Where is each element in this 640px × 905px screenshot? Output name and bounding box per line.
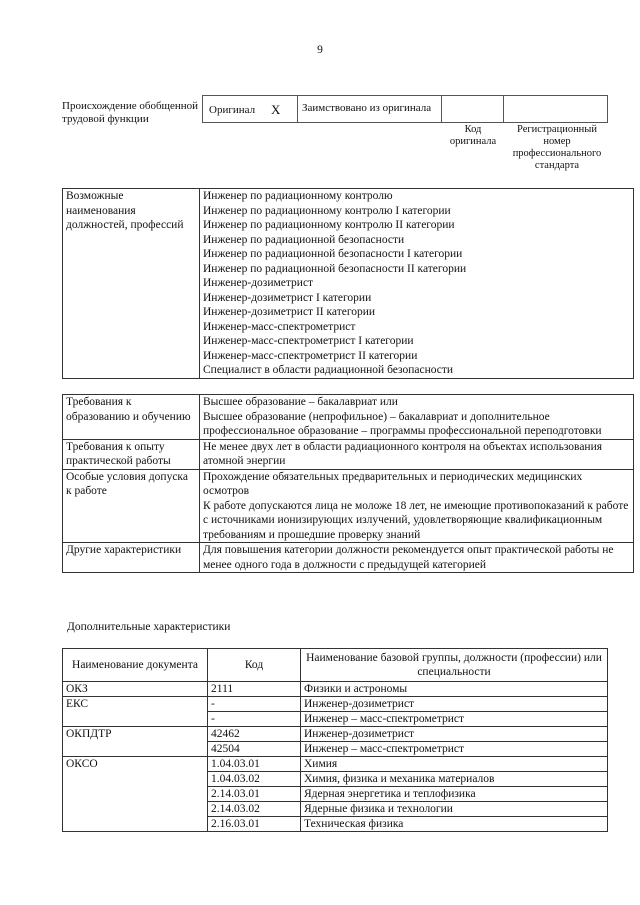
requirement-label: Особые условия допуска к работе [63, 469, 200, 543]
code-value: 1.04.03.02 [208, 772, 301, 787]
reg-number-label: Регистрационный номер профессионального стандарта [512, 124, 602, 171]
position-item: Инженер-дозиметрист II категории [203, 306, 376, 318]
original-mark: X [271, 102, 281, 117]
table-row [63, 727, 608, 742]
requirement-value [200, 439, 634, 469]
borrowed-label: Заимствовано из оригинала [302, 102, 432, 114]
origin-label: Происхождение обобщенной трудовой функции [62, 100, 199, 125]
position-item: Инженер-масс-спектрометрист I категории [203, 335, 414, 347]
code-value: 2.14.03.01 [208, 787, 301, 802]
requirement-line: Прохождение обязательных предварительных и периодических медицинских осмотров [203, 470, 583, 497]
header-document: Наименование документа [63, 649, 208, 682]
table-row [63, 682, 608, 697]
document-name: ЕКС [63, 697, 208, 727]
table-row [63, 757, 608, 772]
requirements-table [62, 394, 634, 573]
requirement-line: Не менее двух лет в области радиационного контроля на объектах использования атомной энергии [203, 440, 603, 467]
reg-cell [503, 96, 607, 122]
requirement-label: Другие характеристики [63, 543, 200, 573]
code-value: 2.16.03.01 [208, 817, 301, 832]
requirement-value [200, 469, 634, 543]
position-item: Инженер по радиационному контролю [203, 190, 393, 202]
group-name: Химия [301, 757, 608, 772]
page-number: 9 [317, 44, 323, 56]
origin-box [202, 95, 608, 123]
positions-label: Возможные наименования должностей, профессий [63, 189, 200, 379]
requirement-line: К работе допускаются лица не моложе 18 лет, не имеющие противопоказаний к работе с источниками ионизирующих излучений, удовлетворяющие квалификационным требованиям и прошедшие проверку знаний [203, 499, 629, 541]
document-name: ОКПДТР [63, 727, 208, 757]
code-value: 1.04.03.01 [208, 757, 301, 772]
code-value: - [208, 697, 301, 712]
position-item: Специалист в области радиационной безопасности [203, 364, 454, 376]
group-name: Химия, физика и механика материалов [301, 772, 608, 787]
position-item: Инженер-масс-спектрометрист II категории [203, 349, 418, 362]
header-group-name: Наименование базовой группы, должности (профессии) или специальности [301, 649, 608, 682]
requirement-row [63, 543, 634, 573]
code-value: 2.14.03.02 [208, 802, 301, 817]
borrowed-cell [297, 96, 441, 122]
table-row [63, 697, 608, 712]
document-name: ОКЗ [63, 682, 208, 697]
group-name: Инженер – масс-спектрометрист [301, 712, 608, 727]
requirement-label: Требования к опыту практической работы [63, 439, 200, 469]
additional-title: Дополнительные характеристики [67, 621, 231, 633]
group-name: Инженер-дозиметрист [301, 697, 608, 712]
group-name: Инженер – масс-спектрометрист [301, 742, 608, 757]
position-item: Инженер по радиационной безопасности I категории [203, 248, 463, 260]
position-item: Инженер-дозиметрист I категории [203, 291, 372, 304]
position-item: Инженер-масс-спектрометрист [203, 320, 356, 333]
code-cell [441, 96, 503, 122]
requirement-row [63, 469, 634, 543]
code-value: - [208, 712, 301, 727]
requirement-line: Высшее образование (непрофильное) – бакалавриат и дополнительное профессиональное образование – программы профессиональной переподготовки [203, 410, 602, 437]
requirement-line: Высшее образование – бакалавриат или [203, 396, 398, 408]
position-item: Инженер по радиационной безопасности II категории [203, 262, 467, 275]
position-item: Инженер-дозиметрист [203, 277, 314, 289]
requirement-label: Требования к образованию и обучению [63, 395, 200, 440]
code-value: 42462 [208, 727, 301, 742]
group-name: Инженер-дозиметрист [301, 727, 608, 742]
document-name: ОКСО [63, 757, 208, 832]
requirement-value [200, 543, 634, 573]
group-name: Физики и астрономы [301, 682, 608, 697]
group-name: Ядерные физика и технологии [301, 802, 608, 817]
header-code: Код [208, 649, 301, 682]
requirement-row [63, 439, 634, 469]
code-original-label: Код оригинала [449, 124, 497, 147]
requirement-value [200, 395, 634, 440]
original-label: Оригинал [209, 104, 256, 116]
group-name: Ядерная энергетика и теплофизика [301, 787, 608, 802]
code-value: 42504 [208, 742, 301, 757]
requirement-line: Для повышения категории должности рекомендуется опыт практической работы не менее одного года в должности с предыдущей категорией [203, 544, 614, 571]
position-item: Инженер по радиационному контролю II категории [203, 219, 455, 231]
position-item: Инженер по радиационному контролю I категории [203, 204, 451, 217]
positions-table [62, 188, 634, 379]
requirement-row [63, 395, 634, 440]
code-value: 2111 [208, 682, 301, 697]
additional-table [62, 648, 608, 832]
positions-list [200, 189, 634, 379]
position-item: Инженер по радиационной безопасности [203, 233, 405, 246]
group-name: Техническая физика [301, 817, 608, 832]
